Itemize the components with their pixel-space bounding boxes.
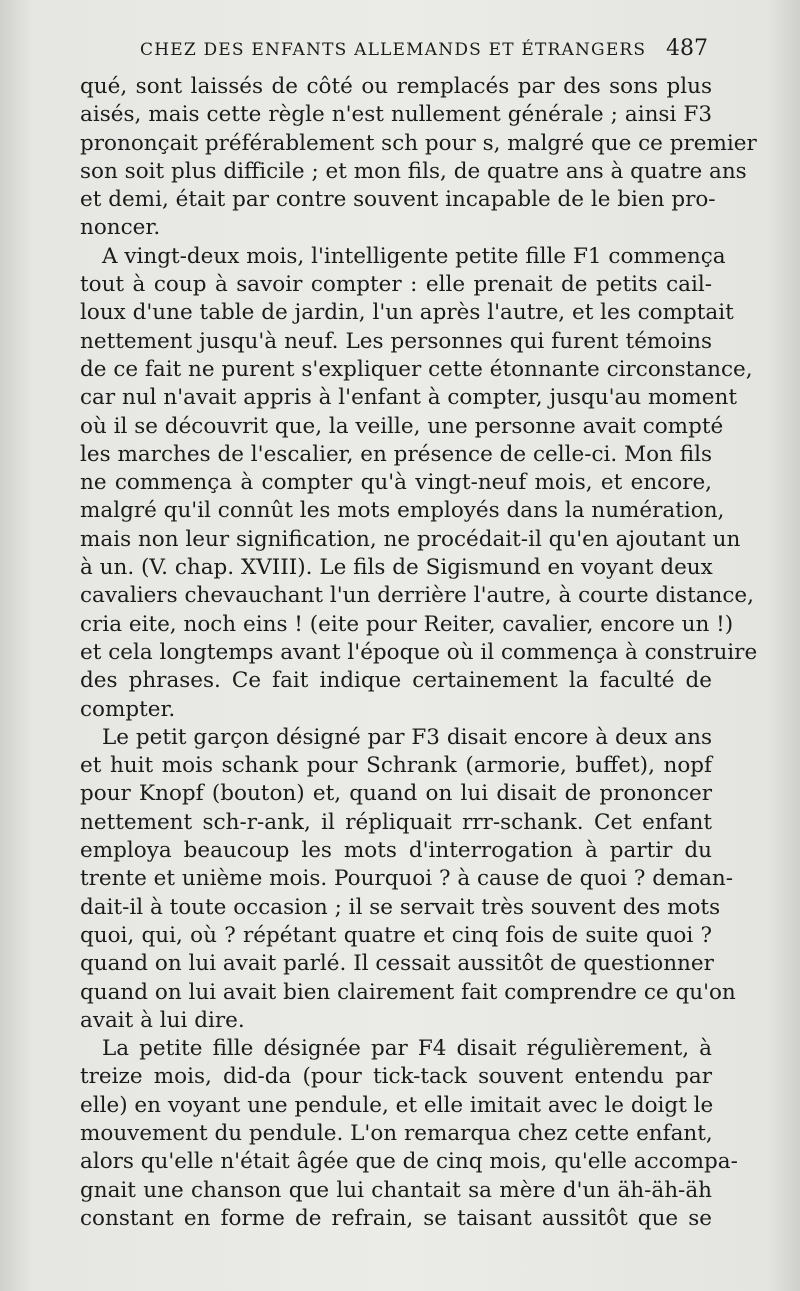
running-title: CHEZ DES ENFANTS ALLEMANDS ET ÉTRANGERS [140, 40, 647, 60]
text-line: A vingt-deux mois, l'intelligente petite fille F1 commença [102, 243, 726, 269]
text-line: aisés, mais cette règle n'est nullement générale ; ainsi F3 [80, 102, 712, 128]
text-line: cavaliers chevauchant l'un derrière l'autre, à courte distance, [80, 583, 754, 609]
text-line: quand on lui avait parlé. Il cessait aussitôt de questionner [80, 951, 714, 977]
text-line: nettement jusqu'à neuf. Les personnes qui furent témoins [80, 328, 712, 354]
text-line: son soit plus difficile ; et mon fils, de quatre ans à quatre ans [80, 158, 747, 184]
text-line: et huit mois schank pour Schrank (armorie, buffet), nopf [80, 753, 712, 779]
text-line: car nul n'avait appris à l'enfant à compter, jusqu'au moment [80, 385, 737, 411]
text-line: Le petit garçon désigné par F3 disait encore à deux ans [102, 724, 712, 750]
text-line: tout à coup à savoir compter : elle prenait de petits cail- [80, 272, 712, 298]
text-line: employa beaucoup les mots d'interrogation à partir du [80, 838, 712, 864]
text-line: quoi, qui, où ? répétant quatre et cinq fois de suite quoi ? [80, 922, 712, 948]
text-line: La petite fille désignée par F4 disait régulièrement, à [102, 1036, 712, 1062]
text-line: des phrases. Ce fait indique certainement la faculté de [80, 668, 712, 694]
text-line: cria eite, noch eins ! (eite pour Reiter, cavalier, encore un !) [80, 611, 734, 637]
text-line: constant en forme de refrain, se taisant aussitôt que se [80, 1205, 712, 1231]
text-line: qué, sont laissés de côté ou remplacés par des sons plus [80, 74, 712, 99]
text-line: quand on lui avait bien clairement fait comprendre ce qu'on [80, 979, 736, 1005]
text-line: de ce fait ne purent s'expliquer cette étonnante circonstance, [80, 356, 753, 382]
body-text [80, 73, 758, 1233]
text-line: à un. (V. chap. XVIII). Le fils de Sigismund en voyant deux [80, 555, 713, 581]
running-header [140, 36, 708, 64]
text-line: les marches de l'escalier, en présence de celle-ci. Mon fils [80, 441, 712, 467]
text-line: et demi, était par contre souvent incapable de le bien pro- [80, 187, 716, 213]
text-line: dait-il à toute occasion ; il se servait très souvent des mots [80, 894, 721, 920]
text-line: alors qu'elle n'était âgée que de cinq mois, qu'elle accompa- [80, 1149, 738, 1175]
text-line: compter. [80, 696, 176, 722]
text-line: mouvement du pendule. L'on remarqua chez cette enfant, [80, 1120, 713, 1146]
text-line: avait à lui dire. [80, 1007, 245, 1033]
text-line: prononçait préférablement sch pour s, malgré que ce premier [80, 130, 757, 156]
text-line: gnait une chanson que lui chantait sa mère d'un äh-äh-äh [80, 1177, 712, 1203]
text-line: et cela longtemps avant l'époque où il commença à construire [80, 639, 758, 665]
text-line: malgré qu'il connût les mots employés dans la numération, [80, 498, 725, 524]
text-line: où il se découvrit que, la veille, une personne avait compté [80, 413, 724, 439]
text-line: ne commença à compter qu'à vingt-neuf mois, et encore, [80, 470, 712, 496]
text-line: trente et unième mois. Pourquoi ? à cause de quoi ? deman- [80, 866, 734, 892]
text-line: mais non leur signification, ne procédait-il qu'en ajoutant un [80, 526, 741, 552]
text-line: loux d'une table de jardin, l'un après l'autre, et les comptait [80, 300, 734, 326]
text-line: nettement sch-r-ank, il répliquait rrr-schank. Cet enfant [80, 809, 712, 835]
text-line: noncer. [80, 215, 161, 241]
page-number: 487 [666, 36, 708, 61]
text-line: pour Knopf (bouton) et, quand on lui disait de prononcer [80, 781, 712, 807]
text-line: treize mois, did-da (pour tick-tack souvent entendu par [80, 1064, 712, 1090]
text-line: elle) en voyant une pendule, et elle imitait avec le doigt le [80, 1092, 714, 1118]
